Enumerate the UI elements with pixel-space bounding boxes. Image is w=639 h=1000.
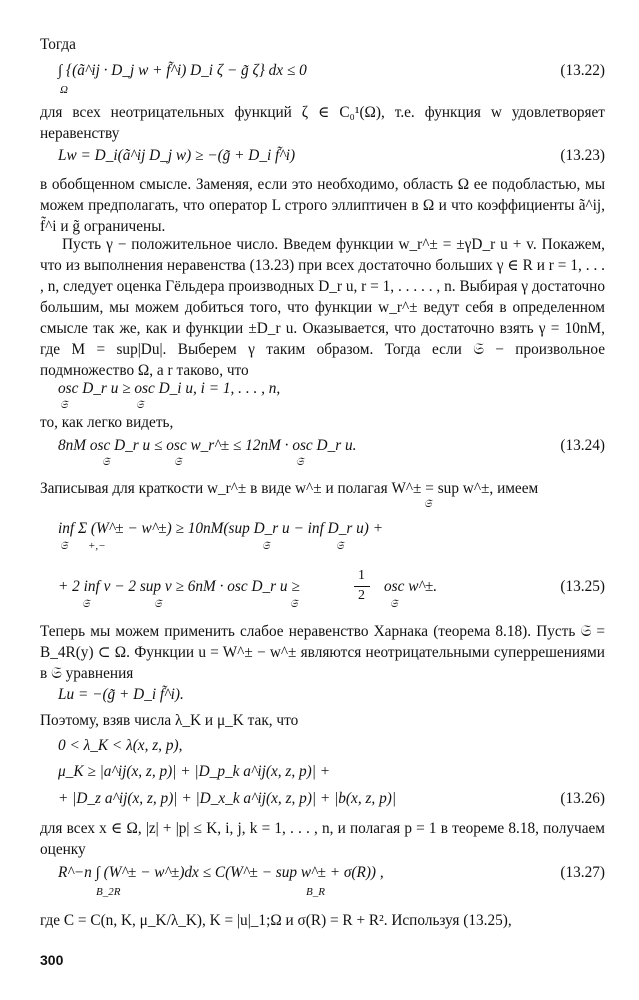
equation-number-13-23: (13.23) bbox=[560, 147, 605, 164]
equation-13-25-line-1-subscript-4: 𝔖 bbox=[336, 540, 344, 552]
equation-number-13-25: (13.25) bbox=[560, 578, 605, 595]
equation-13-25-line-2-subscript-2: 𝔖 bbox=[154, 598, 162, 610]
equation-13-25-line-1: inf Σ (W^± − w^±) ≥ 10nM(sup D_r u − inf D_r u) + bbox=[58, 520, 384, 537]
text-line-brevity: Записывая для краткости w_r^± в виде w^± и полагая W^± = sup w^±, имеем bbox=[40, 480, 539, 497]
equation-13-26-line-3: + |D_z a^ij(x, z, p)| + |D_x_k a^ij(x, z, p)| + |b(x, z, p)| bbox=[58, 790, 397, 807]
paragraph-nonnegative-functions: для всех неотрицательных функций ζ ∈ C₀¹(Ω), т.е. функция w удовлетворяет неравенству bbox=[40, 104, 605, 142]
equation-number-13-27: (13.27) bbox=[560, 864, 605, 881]
paragraph-for-all-x: для всех x ∈ Ω, |z| + |p| ≤ K, i, j, k = 1, . . . , n, и полагая p = 1 в теореме 8.18, получаем оценку bbox=[40, 820, 605, 858]
equation-13-25-line-1-subscript-2: +,− bbox=[88, 540, 106, 552]
equation-13-25-fraction-denominator: 2 bbox=[358, 588, 365, 603]
equation-13-22: ∫ {(ã^ij · D_j w + f̃^i) D_i ζ − g̃ ζ} dx ≤ 0 bbox=[58, 62, 307, 79]
equation-13-24-subscript-3: 𝔖 bbox=[296, 456, 304, 468]
equation-number-13-22: (13.22) bbox=[560, 62, 605, 79]
equation-osc-subscript-1: 𝔖 bbox=[60, 399, 68, 411]
paragraph-generalized-sense: в обобщенном смысле. Заменяя, если это необходимо, область Ω ее подобластью, мы можем предполагать, что оператор L строго эллиптичен в Ω и что коэффициенты ã^ij, f̃^i и g̃ ограничены. bbox=[40, 176, 605, 235]
equation-13-27-subscript-1: B_2R bbox=[96, 886, 121, 898]
equation-13-25-fraction-numerator: 1 bbox=[358, 568, 365, 583]
equation-13-25-line-2-subscript-3: 𝔖 bbox=[290, 598, 298, 610]
equation-13-25-line-2-subscript-1: 𝔖 bbox=[82, 598, 90, 610]
equation-13-25-line-2-subscript-4: 𝔖 bbox=[390, 598, 398, 610]
equation-13-27: R^−n ∫ (W^± − w^±)dx ≤ C(W^± − sup w^± + σ(R)) , bbox=[58, 864, 384, 881]
equation-13-25-fraction-bar bbox=[354, 586, 370, 587]
equation-13-25-line-1-subscript-1: 𝔖 bbox=[60, 540, 68, 552]
equation-13-25-line-2-tail: osc w^±. bbox=[384, 578, 438, 595]
equation-13-26-line-2: μ_K ≥ |a^ij(x, z, p)| + |D_p_k a^ij(x, z, p)| + bbox=[58, 763, 331, 780]
equation-number-13-24: (13.24) bbox=[560, 437, 605, 454]
text-line-brevity-subscript: 𝔖 bbox=[424, 498, 432, 510]
text-line-where-c: где C = C(n, K, μ_K/λ_K), K = |u|_1;Ω и σ(R) = R + R². Используя (13.25), bbox=[40, 912, 512, 929]
equation-13-25-line-2: + 2 inf v − 2 sup v ≥ 6nM · osc D_r u ≥ bbox=[58, 578, 300, 595]
equation-13-25-line-1-subscript-3: 𝔖 bbox=[262, 540, 270, 552]
paragraph-harnack: Теперь мы можем применить слабое неравенство Харнака (теорема 8.18). Пусть 𝔖 = B_4R(y) ⊂ Ω. Функции u = W^± − w^± являются неотрицательными суперрешениями в 𝔖 уравнения bbox=[40, 623, 605, 682]
page-number: 300 bbox=[40, 952, 64, 968]
equation-lu: Lu = −(g̃ + D_i f̃^i). bbox=[58, 686, 184, 703]
equation-13-23: Lw = D_i(ã^ij D_j w) ≥ −(g̃ + D_i f̃^i) bbox=[58, 147, 296, 164]
equation-13-26-line-1: 0 < λ_K < λ(x, z, p), bbox=[58, 737, 183, 754]
equation-13-24-subscript-2: 𝔖 bbox=[174, 456, 182, 468]
equation-13-24: 8nM osc D_r u ≤ osc w_r^± ≤ 12nM · osc D_r u. bbox=[58, 437, 357, 454]
equation-13-24-subscript-1: 𝔖 bbox=[102, 456, 110, 468]
paragraph-gamma-positive: Пусть γ − положительное число. Введем функции w_r^± = ±γD_r u + v. Покажем, что из выполнения неравенства (13.23) при всех достаточно больших γ ∈ R и r = 1, . . . , n, следует оценка Гёльдера производных D_r u, r = 1, . . . . . , n. Выбирая γ достаточно большим, мы можем добиться того, что функции w_r^± ведут себя в определенном смысле так же, как и функции ±D_r u. Оказывается, что достаточно взять γ = 10nM, где M = sup|Du|. Выберем γ таким образом. Тогда если 𝔖 − произвольное подмножество Ω, а r таково, что bbox=[40, 236, 605, 379]
text-line-easy-to-see: то, как легко видеть, bbox=[40, 414, 174, 431]
equation-number-13-26: (13.26) bbox=[560, 790, 605, 807]
text-line-taking-numbers: Поэтому, взяв числа λ_K и μ_K так, что bbox=[40, 712, 299, 729]
equation-osc-subscript-2: 𝔖 bbox=[136, 399, 144, 411]
text-line-togda: Тогда bbox=[40, 36, 76, 53]
equation-13-22-domain: Ω bbox=[60, 84, 68, 96]
equation-13-27-subscript-2: B_R bbox=[306, 886, 325, 898]
equation-osc-condition: osc D_r u ≥ osc D_i u, i = 1, . . . , n, bbox=[58, 380, 281, 397]
